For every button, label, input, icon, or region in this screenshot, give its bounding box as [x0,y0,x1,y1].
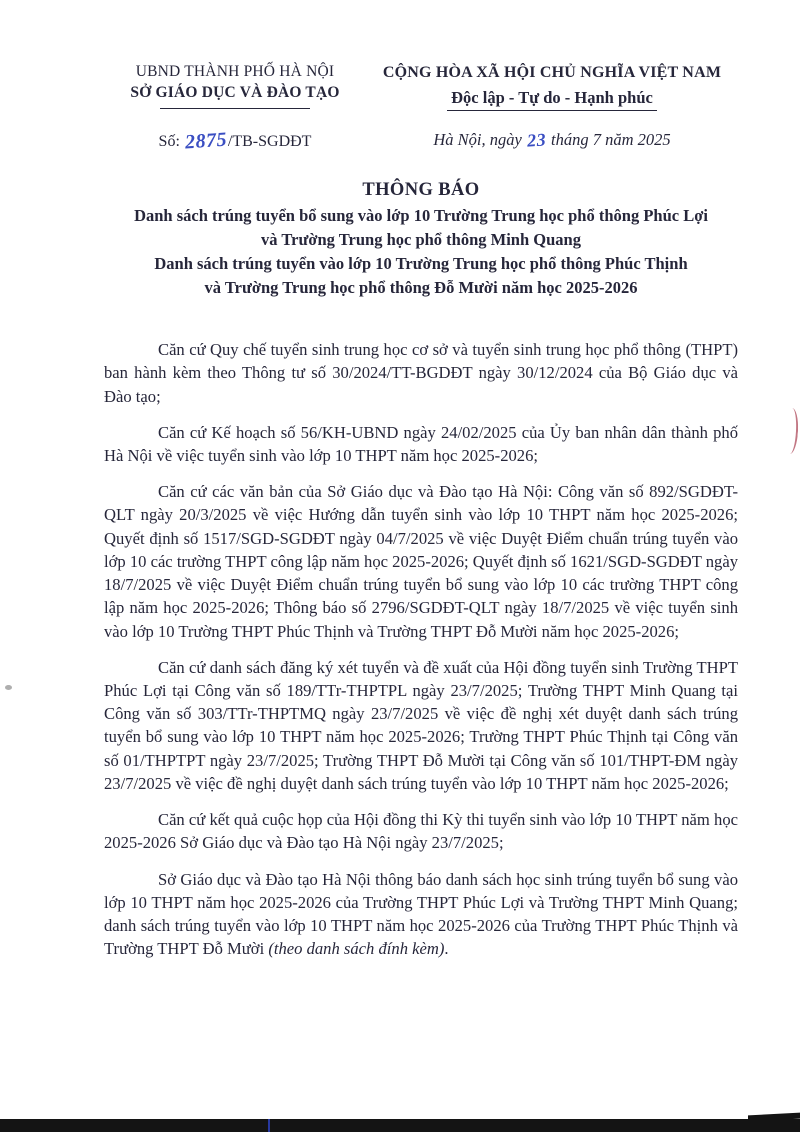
document-number-line [104,127,366,154]
parent-agency-name: UBND THÀNH PHỐ HÀ NỘI [135,63,335,80]
national-title: CỘNG HÒA XÃ HỘI CHỦ NGHĨA VIỆT NAM [382,64,722,81]
subtitle-line-2: và Trường Trung học phổ thông Minh Quang [261,229,581,249]
closing-period: . [444,939,449,959]
paragraph-legal-basis-3: Căn cứ các văn bản của Sở Giáo dục và Đào tạo Hà Nội: Công văn số 892/SGDĐT-QLT ngày 20/3/2025 về việc Hướng dẫn tuyển sinh vào lớp 10 THPT năm học 2025-2026; Quyết định số 1517/SGD-SGDĐT ngày 04/7/2025 về việc Duyệt Điểm chuẩn trúng tuyển vào lớp 10 các trường THPT công lập năm học 2025-2026; Quyết định số 1621/SGD-SGDĐT ngày 18/7/2025 về việc Duyệt Điểm chuẩn trúng tuyển bổ sung vào lớp 10 các trường THPT công lập năm học 2025-2026; Thông báo số 2796/SGDĐT-QLT ngày 18/7/2025 về việc tuyển sinh vào lớp 10 Trường THPT Phúc Thịnh và Trường THPT Đỗ Mười năm học 2025-2026; [104,482,738,641]
subtitle-line-3: Danh sách trúng tuyển vào lớp 10 Trường Trung học phổ thông Phúc Thịnh [154,254,688,273]
agency-underline [160,108,310,109]
document-title: THÔNG BÁO [362,179,480,200]
paragraph-legal-basis-4: Căn cứ danh sách đăng ký xét tuyển và đề xuất của Hội đồng tuyển sinh Trường THPT Phúc Lợi tại Công văn số 189/TTr-THPTPL ngày 23/7/2025; Trường THPT Minh Quang tại Công văn số 303/TTr-THPTMQ ngày 23/7/2025 về việc đề nghị xét duyệt danh sách trúng tuyển bổ sung vào lớp 10 THPT năm học 2025-2026; Trường THPT Phúc Thịnh tại Công văn số 01/THPTPT ngày 23/7/2025; Trường THPT Đỗ Mười tại Công văn số 101/THPT-ĐM ngày 23/7/2025 về việc đề nghị duyệt danh sách trúng tuyển vào lớp 10 THPT năm học 2025-2026; [104,657,738,793]
national-motto: Độc lập - Tự do - Hạnh phúc [447,86,657,111]
document-number-label: Số: [158,132,180,150]
document-number-handwritten: 2875 [184,128,228,154]
date-prefix: Hà Nội, ngày [433,130,522,150]
subtitle-line-4: và Trường Trung học phổ thông Đỗ Mười năm học 2025-2026 [204,278,638,298]
scan-edge-strip [0,1119,800,1132]
date-line [366,127,738,152]
paragraph-legal-basis-2: Căn cứ Kế hoạch số 56/KH-UBND ngày 24/02/2025 của Ủy ban nhân dân thành phố Hà Nội về việc tuyển sinh vào lớp 10 THPT năm học 2025-2026; [104,422,738,466]
date-suffix: tháng 7 năm 2025 [551,130,671,150]
attachment-note: (theo danh sách đính kèm) [268,939,445,959]
document-subtitle [104,204,738,300]
subtitle-line-1: Danh sách trúng tuyển bổ sung vào lớp 10 Trường Trung học phổ thông Phúc Lợi [134,205,708,225]
agency-name: SỞ GIÁO DỤC VÀ ĐÀO TẠO [130,83,340,101]
document-title-block [104,180,738,300]
document-header [104,62,738,154]
paragraph-announcement [104,868,738,961]
paragraph-legal-basis-5: Căn cứ kết quả cuộc họp của Hội đồng thi Kỳ thi tuyển sinh vào lớp 10 THPT năm học 2025-2026 Sở Giáo dục và Đào tạo Hà Nội ngày 23/7/2025; [104,810,738,853]
announcement-text: Sở Giáo dục và Đào tạo Hà Nội thông báo danh sách học sinh trúng tuyển bổ sung vào lớp 10 THPT năm học 2025-2026 của Trường THPT Phúc Lợi và Trường THPT Minh Quang; danh sách trúng tuyển vào lớp 10 THPT năm học 2025-2026 của Trường THPT Phúc Thịnh và Trường THPT Đỗ Mười [104,869,738,959]
issuing-agency-block [104,62,366,154]
national-motto-block [366,62,738,154]
date-day-handwritten: 23 [526,129,547,152]
document-number-suffix: /TB-SGDĐT [227,132,312,150]
paragraph-legal-basis-1: Căn cứ Quy chế tuyển sinh trung học cơ sở và tuyển sinh trung học phổ thông (THPT) ban hành kèm theo Thông tư số 30/2024/TT-BGDĐT ngày 30/12/2024 của Bộ Giáo dục và Đào tạo; [104,340,738,406]
document-body [104,338,738,960]
scan-speck [5,685,12,690]
